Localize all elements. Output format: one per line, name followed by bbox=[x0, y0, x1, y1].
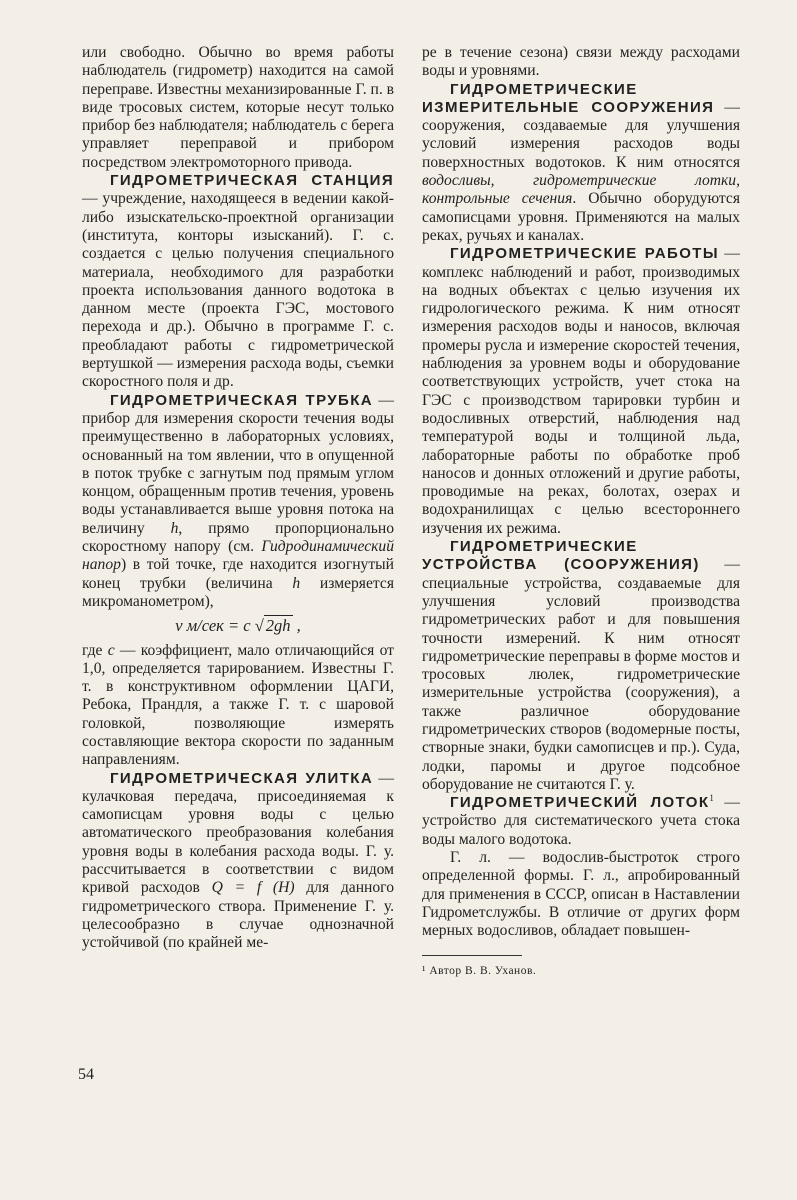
entry-text: для данного гидрометрического створа. Применение Г. у. целесообразно в случае однозначной устойчивой (по крайней ме- bbox=[82, 879, 394, 952]
page-number: 54 bbox=[78, 1066, 94, 1083]
entry-text: , прямо пропорционально скоростному напору (см. bbox=[82, 519, 394, 556]
headword: ГИДРОМЕТРИЧЕСКИЙ ЛОТОК bbox=[450, 794, 710, 812]
entry-text: — специальные устройства, создаваемые для улучшения условий производства гидрометрических работ и для повышения точности измерений. К ним относят гидрометрические переправы в форме мостов и тросовых люлек, гидрометрические измерительные устройства (сооружения), а также различное оборудование гидрометрических створов (водомерные посты, створные знаки, будки самописцев и пр.). Суда, лодки, паромы и другое подсобное оборудование не считаются Г. у. bbox=[422, 556, 740, 793]
cross-reference: Гидродинамический напор bbox=[82, 538, 394, 574]
entry-hydrometric-devices bbox=[422, 538, 740, 794]
entry-text: — устройство для систематического учета стока воды малого водотока. bbox=[422, 794, 740, 848]
inline-formula: Q = f (H) bbox=[211, 879, 295, 897]
headword: ГИДРОМЕТРИЧЕСКАЯ УЛИТКА bbox=[110, 769, 374, 787]
continuation-paragraph: или свободно. Обычно во время работы наблюдатель (гидрометр) находится на самой переправе. Известны механизированные Г. п. в виде тросовых систем, которые несут только прибор без наблюдателя; наблюдатель с берега управляет переправой и прибором посредством электромоторного привода. bbox=[82, 44, 395, 171]
formula-explanation: где c — коэффициент, мало отличающийся от 1,0, определяется тарированием. Известны Г. т. в конструктивном оформлении ЦАГИ, Ребока, Прандля, а также Г. т. с шаровой головкой, позволяющие измерять составляющие вектора скорости по заданным направлениям. bbox=[82, 641, 394, 769]
headword: ГИДРОМЕТРИЧЕСКАЯ СТАНЦИЯ bbox=[110, 172, 394, 190]
cross-reference: водосливы, гидрометрические лотки, контрольные сечения bbox=[422, 172, 740, 208]
continuation-paragraph: ре в течение сезона) связи между расходами воды и уровнями. bbox=[422, 44, 740, 80]
entry-hydrometric-works bbox=[422, 245, 740, 538]
entry-hydrometric-snail bbox=[82, 770, 394, 953]
variable-c: c bbox=[107, 641, 115, 659]
entry-measuring-structures bbox=[422, 81, 740, 246]
variable-h: h bbox=[292, 574, 301, 592]
entry-hydrometric-station bbox=[82, 172, 394, 392]
headword: ГИДРОМЕТРИЧЕСКИЕ РАБОТЫ bbox=[450, 245, 719, 263]
entry-hydrometric-tube bbox=[82, 392, 394, 612]
entry-text: измеряется микроманометром), bbox=[82, 574, 394, 610]
body-paragraph: Г. л. — водослив-быстроток строго определенной формы. Г. л., апробированный для применения в СССР, описан в Наставлении Гидрометслужбы. В отличие от других форм мерных водосливов, обладает повышен- bbox=[422, 849, 740, 940]
sqrt-sign: √ bbox=[254, 616, 264, 636]
entry-text: . Обычно оборудуются самописцами уровня. Применяются на малых реках, ручьях и каналах. bbox=[422, 190, 740, 244]
entry-text: ) в той точке, где находится изогнутый конец трубки (величина bbox=[82, 556, 394, 592]
headword: ГИДРОМЕТРИЧЕСКИЕ УСТРОЙСТВА (СООРУЖЕНИЯ) bbox=[422, 538, 700, 574]
footnote-marker: 1 bbox=[709, 792, 714, 803]
variable-h: h bbox=[170, 519, 179, 537]
radicand: 2gh bbox=[265, 616, 291, 636]
headword: ГИДРОМЕТРИЧЕСКИЕ ИЗМЕРИТЕЛЬНЫЕ СООРУЖЕНИЯ bbox=[422, 80, 715, 116]
footnote-rule bbox=[422, 955, 522, 956]
entry-text: — прибор для измерения скорости течения воды преимущественно в лабораторных условиях, основанный на том явлении, что в опущенной в поток трубке с загнутым под прямым углом концом, обращенным против течения, уровень воды устанавливается выше уровня потока на величину bbox=[82, 391, 394, 537]
velocity-formula: v м/сек = c √ 2gh , bbox=[175, 616, 301, 636]
entry-text: — комплекс наблюдений и работ, производимых на водных объектах с целью изучения их гидрологического режима. К ним относят измерения расходов воды и наносов, включая промеры русла и измерение скоростей течения, наблюдения за уровнем воды и оборудование соответствующих устройств, учет стока на ГЭС с производством тарировки турбин и водосливных отверстий, наблюдения над температурой воды и толщиной льда, лабораторные работы по обработке проб наносов и донных отложений и другие работы, проводимые на реках, болотах, озерах и водохранилищах с целью всестороннего изучения их режима. bbox=[422, 245, 740, 537]
headword: ГИДРОМЕТРИЧЕСКАЯ ТРУБКА bbox=[110, 391, 373, 409]
right-column bbox=[422, 44, 740, 980]
entry-text: — сооружения, создаваемые для улучшения условий измерения расходов воды поверхностных водотоков. К ним относятся bbox=[422, 98, 740, 171]
footnote: ¹ Автор В. В. Уханов. bbox=[422, 964, 537, 977]
entry-text: — учреждение, находящееся в ведении какой-либо изыскательско-проектной организации (института, конторы изысканий). Г. с. создается с целью получения специального материала, необходимого для разработки проекта использования данного водотока в данном месте (проекта ГЭС, мостового перехода и др.). Обычно в программе Г. с. преобладают работы с гидрометрической вертушкой — измерения расхода воды, съемки скоростного поля и др. bbox=[82, 190, 394, 391]
entry-hydrometric-flume bbox=[422, 794, 740, 849]
entry-text: — кулачковая передача, присоединяемая к самописцам уровня воды с целью автоматического преобразования колебания уровня воды в колебания расхода воды. Г. у. рассчитывается в соответствии с видом кривой расходов bbox=[82, 769, 394, 897]
left-column bbox=[82, 44, 394, 953]
